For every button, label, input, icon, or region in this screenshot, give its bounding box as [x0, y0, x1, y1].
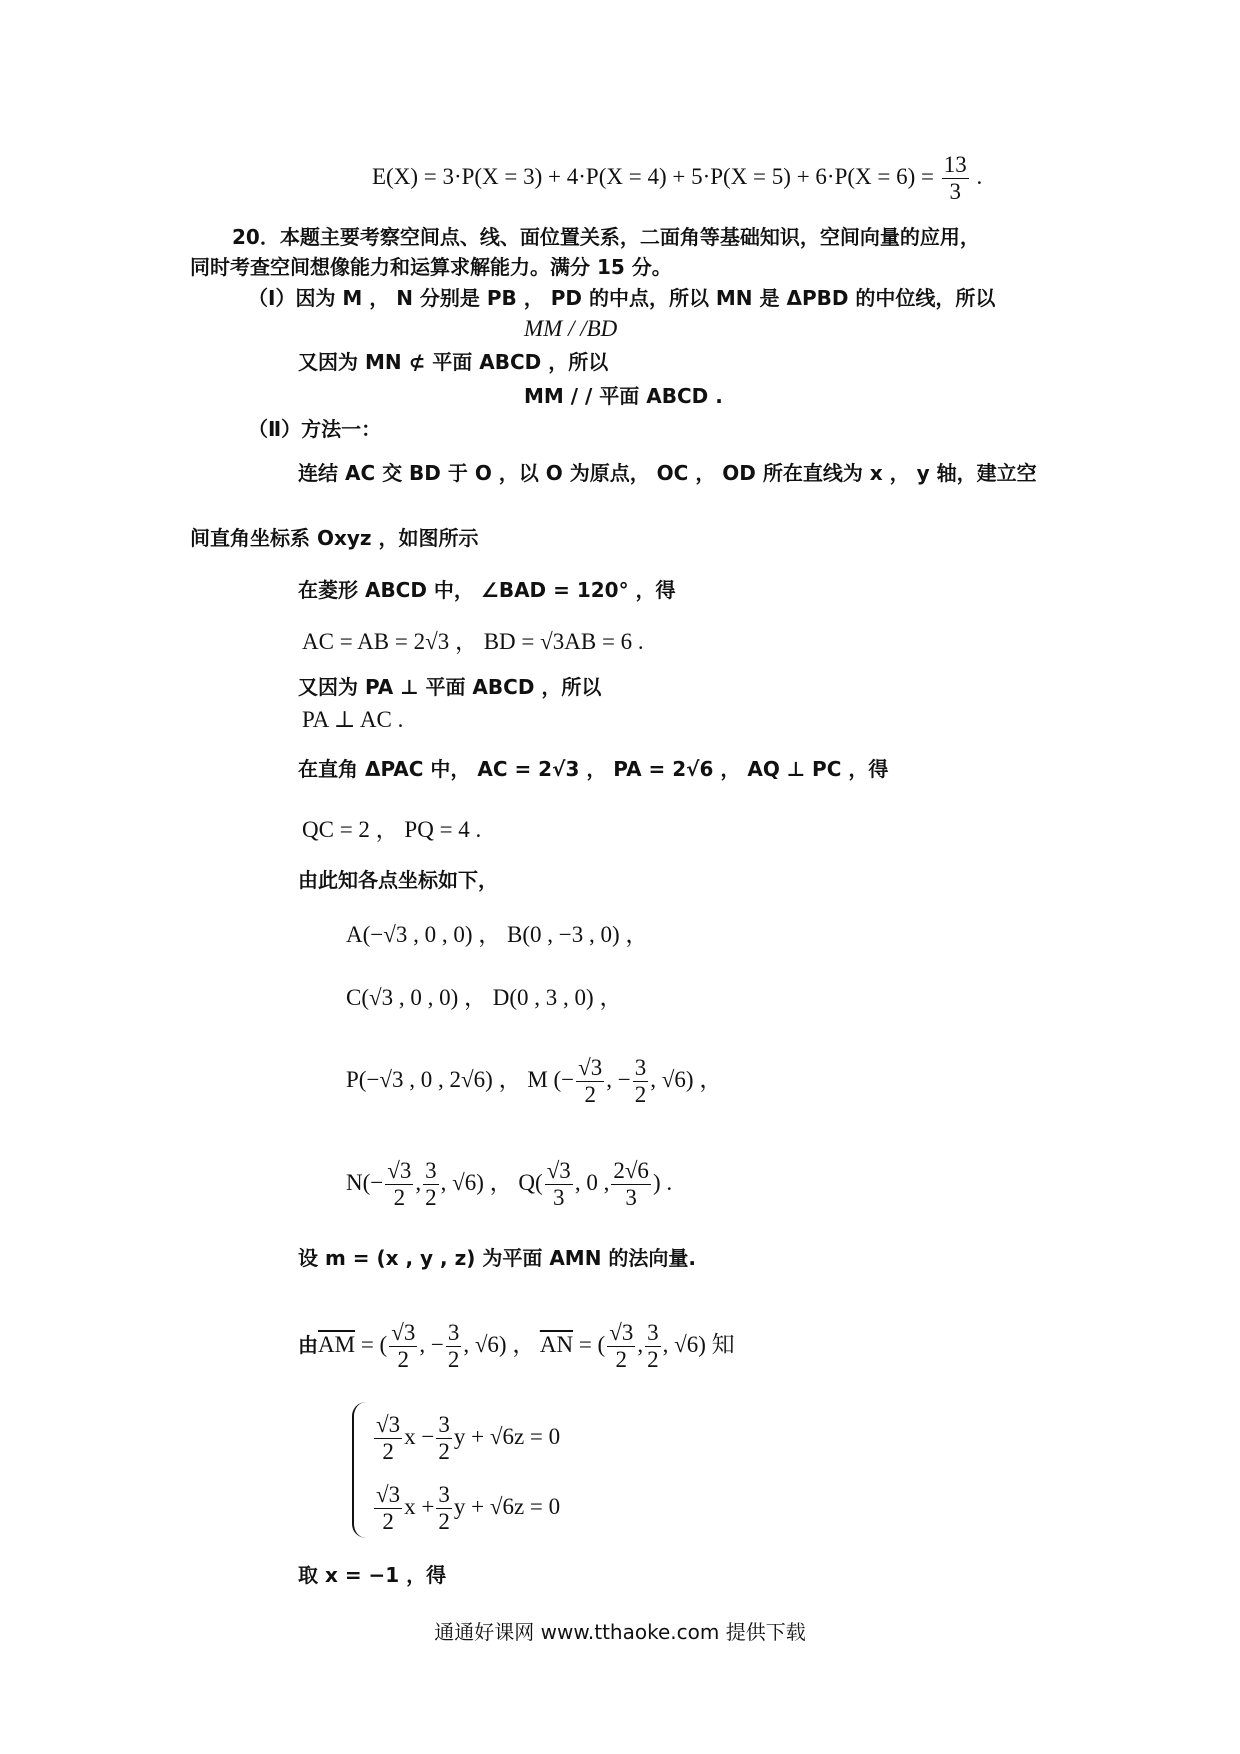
- page-footer: 通通好课网 www.tthaoke.com 提供下载: [434, 1620, 806, 1644]
- coords-3-text-b: , −: [606, 1066, 631, 1092]
- coords-3-text-c: , √6) ，: [650, 1066, 723, 1092]
- vector-am: $\overline{AM}$: [318, 1331, 356, 1357]
- part2-heading: （Ⅱ）方法一：: [248, 417, 382, 441]
- frac-den: 2: [425, 1185, 437, 1210]
- vectors-end-2: , √6) 知: [662, 1331, 735, 1357]
- frac-den: 2: [382, 1509, 394, 1534]
- vectors-line: [298, 1320, 735, 1373]
- frac-num: √3: [387, 1158, 412, 1183]
- system-equation-2: [372, 1482, 560, 1535]
- coords-line-1: A(−√3 , 0 , 0) ， B(0 , −3 , 0) ，: [346, 922, 649, 947]
- frac-den: 2: [393, 1185, 406, 1210]
- vectors-frac-2: [446, 1320, 462, 1373]
- frac-num: √3: [546, 1158, 571, 1183]
- q20-intro-line-1: 20．本题主要考察空间点、线、面位置关系，二面角等基础知识，空间向量的应用，: [232, 225, 980, 249]
- eq1-frac-1: [374, 1412, 402, 1465]
- frac-num: 3: [647, 1320, 659, 1345]
- coords-4-text-b: , √6) ， Q(: [440, 1169, 543, 1195]
- vectors-mid-2: ,: [637, 1331, 644, 1357]
- frac-den: 3: [553, 1185, 565, 1210]
- vector-an: $\overline{AN}$: [539, 1331, 574, 1357]
- system-brace: [352, 1402, 368, 1538]
- eq2-frac-2: [436, 1482, 452, 1535]
- part1-line-d: MM / / 平面 ABCD .: [524, 384, 723, 408]
- frac-num: 3: [447, 1320, 460, 1345]
- expectation-period: .: [976, 163, 983, 189]
- part2-line-f: PA ⊥ AC .: [302, 707, 404, 732]
- coords-4-frac-3: [545, 1158, 573, 1211]
- part2-line-d: AC = AB = 2√3 ， BD = √3AB = 6 .: [302, 629, 644, 654]
- vectors-frac-3: [607, 1320, 635, 1373]
- vectors-end-1: , √6) ，: [463, 1331, 540, 1357]
- frac-num: 3: [438, 1412, 450, 1437]
- frac-num: 13: [943, 152, 967, 177]
- vectors-frac-1: [389, 1320, 417, 1373]
- frac-den: 3: [625, 1185, 637, 1210]
- frac-num: 3: [634, 1055, 647, 1080]
- frac-num: √3: [578, 1055, 603, 1080]
- coords-3-frac-2: [633, 1055, 649, 1108]
- expectation-fraction: [942, 152, 969, 205]
- frac-den: 2: [584, 1082, 596, 1107]
- part2-line-a: 连结 AC 交 BD 于 O ，以 O 为原点， OC ， OD 所在直线为 x ， y 轴，建立空: [298, 461, 1037, 485]
- normal-vector-line: 设 m = (x , y , z) 为平面 AMN 的法向量.: [298, 1246, 696, 1270]
- frac-den: 2: [438, 1439, 450, 1464]
- vectors-eq-2: = (: [573, 1331, 606, 1357]
- frac-den: 2: [382, 1439, 394, 1464]
- frac-num: √3: [391, 1320, 416, 1345]
- coords-4-text-c: ) .: [652, 1169, 673, 1195]
- part1-line-a: （Ⅰ）因为 M ， N 分别是 PB ， PD 的中点，所以 MN 是 ΔPBD 的中位线，所以: [248, 286, 996, 310]
- coords-4-frac-2: [423, 1158, 439, 1211]
- frac-den: 2: [634, 1082, 647, 1107]
- frac-num: 3: [438, 1482, 450, 1507]
- frac-den: 2: [397, 1347, 410, 1372]
- part2-line-b: 间直角坐标系 Oxyz ，如图所示: [190, 526, 479, 550]
- eq1-text-a: x −: [404, 1423, 435, 1449]
- vectors-prefix: 由: [298, 1332, 318, 1357]
- part2-line-i: 由此知各点坐标如下，: [298, 868, 498, 892]
- coords-3-frac-1: [576, 1055, 604, 1108]
- expectation-text: E(X) = 3·P(X = 3) + 4·P(X = 4) + 5·P(X = 5) + 6·P(X = 6) =: [372, 163, 934, 189]
- coords-4-frac-1: [385, 1158, 413, 1211]
- frac-num: √3: [376, 1412, 401, 1437]
- vectors-frac-4: [645, 1320, 661, 1373]
- frac-den: 2: [647, 1347, 659, 1372]
- vectors-eq-1: = (: [355, 1331, 388, 1357]
- frac-num: √3: [609, 1320, 634, 1345]
- expectation-line: [372, 152, 982, 205]
- part2-line-c: 在菱形 ABCD 中， ∠BAD = 120° ，得: [298, 578, 676, 602]
- coords-4-text-a: N(−: [346, 1169, 384, 1195]
- eq2-frac-1: [374, 1482, 402, 1535]
- part1-line-b: MM / /BD: [524, 316, 618, 341]
- coords-4-frac-4: [611, 1158, 651, 1211]
- coords-line-2: C(√3 , 0 , 0) ， D(0 , 3 , 0) ，: [346, 985, 623, 1010]
- part2-line-e: 又因为 PA ⊥ 平面 ABCD ，所以: [298, 675, 602, 699]
- coords-line-4: [346, 1158, 672, 1211]
- frac-num: 3: [425, 1158, 437, 1183]
- eq2-text-a: x +: [404, 1493, 435, 1519]
- frac-den: 3: [949, 179, 961, 204]
- frac-den: 2: [615, 1347, 628, 1372]
- coords-line-3: [346, 1055, 722, 1108]
- coords-3-text-a: P(−√3 , 0 , 2√6) ， M (−: [346, 1066, 575, 1092]
- vectors-mid-1: , −: [419, 1331, 444, 1357]
- coords-4-comma-2: , 0 ,: [574, 1169, 610, 1195]
- frac-num: 2√6: [613, 1158, 649, 1183]
- q20-intro-line-2: 同时考查空间想像能力和运算求解能力。满分 15 分。: [190, 255, 672, 279]
- part2-line-g: 在直角 ΔPAC 中， AC = 2√3 ， PA = 2√6 ， AQ ⊥ PC ，得: [298, 757, 889, 781]
- system-equation-1: [372, 1412, 560, 1465]
- eq2-text-b: y + √6z = 0: [453, 1493, 561, 1519]
- frac-num: √3: [376, 1482, 401, 1507]
- frac-den: 2: [438, 1509, 450, 1534]
- frac-den: 2: [447, 1347, 460, 1372]
- take-x-line: 取 x = −1 ，得: [298, 1563, 447, 1587]
- part1-line-c: 又因为 MN ⊄ 平面 ABCD ，所以: [298, 350, 609, 374]
- part2-line-h: QC = 2 ， PQ = 4 .: [302, 817, 482, 842]
- eq1-text-b: y + √6z = 0: [453, 1423, 561, 1449]
- coords-4-comma-1: ,: [415, 1169, 422, 1195]
- eq1-frac-2: [436, 1412, 452, 1465]
